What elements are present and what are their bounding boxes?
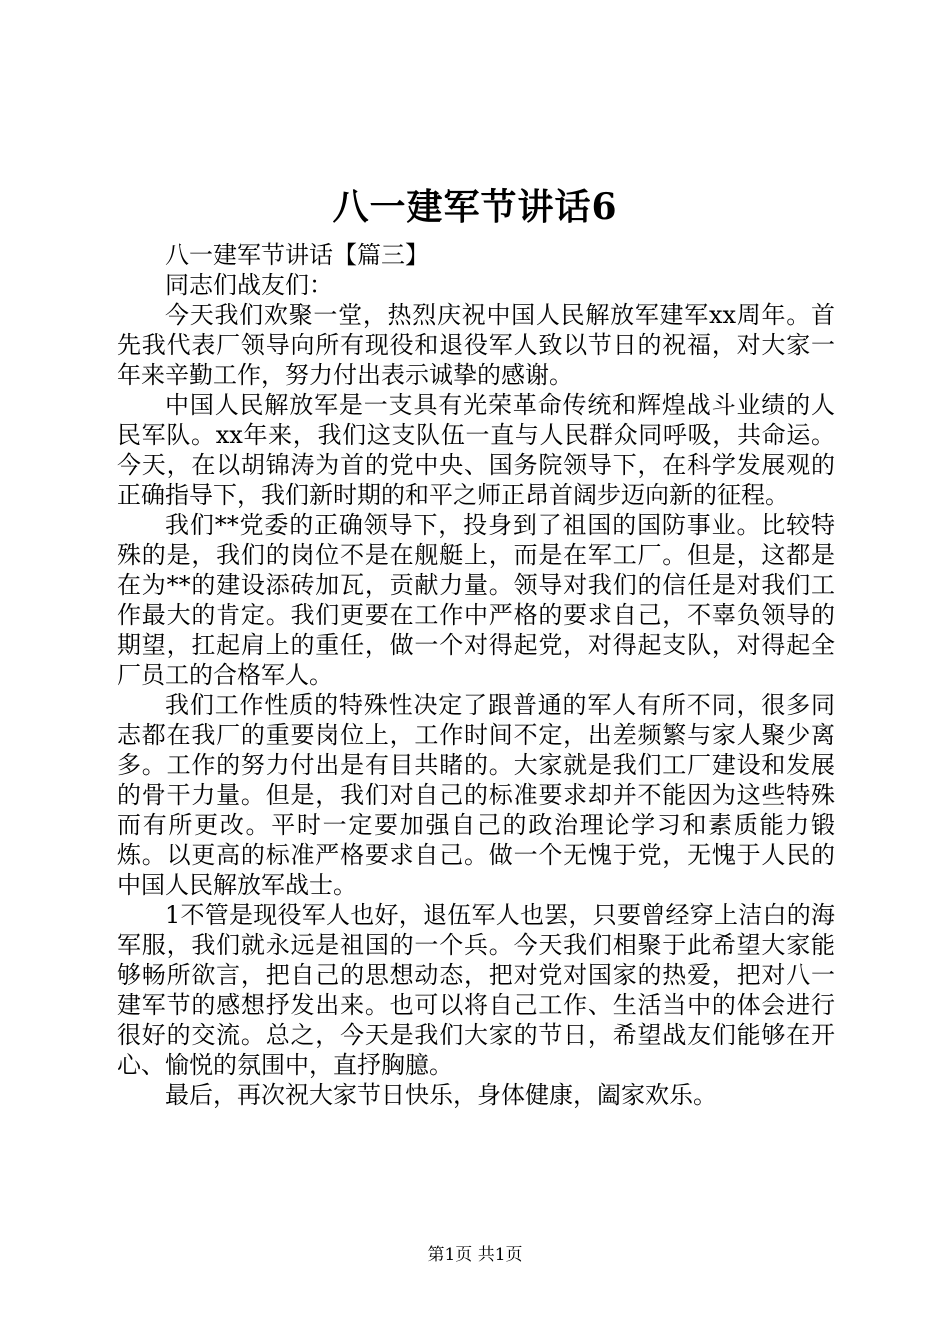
paragraph-salutation: 同志们战友们： <box>165 271 333 299</box>
paragraph-closing: 最后，再次祝大家节日快乐，身体健康，阖家欢乐。 <box>165 1081 717 1109</box>
paragraph: 我们工作性质的特殊性决定了跟普通的军人有所不同，很多同志都在我厂的重要岗位上，工作时间不定，出差频繁与家人聚少离多。工作的努力付出是有目共睹的。大家就是我们工厂建设和发展的骨干力量。但是，我们对自己的标准要求却并不能因为这些特殊而有所更改。平时一定要加强自己的政治理论学习和素质能力锻炼。以更高的标准严格要求自己。做一个无愧于党，无愧于人民的中国人民解放军战士。 <box>117 691 835 899</box>
document-title: 八一建军节讲话6 <box>332 186 618 228</box>
paragraph: 今天我们欢聚一堂，热烈庆祝中国人民解放军建军xx周年。首先我代表厂领导向所有现役和退役军人致以节日的祝福，对大家一年来辛勤工作，努力付出表示诚挚的感谢。 <box>117 301 835 389</box>
paragraph: 我们**党委的正确领导下，投身到了祖国的国防事业。比较特殊的是，我们的岗位不是在舰艇上，而是在军工厂。但是，这都是在为**的建设添砖加瓦，贡献力量。领导对我们的信任是对我们工作最大的肯定。我们更要在工作中严格的要求自己，不辜负领导的期望，扛起肩上的重任，做一个对得起党，对得起支队，对得起全厂员工的合格军人。 <box>117 511 835 689</box>
page-number-footer: 第1页 共1页 <box>427 1245 523 1265</box>
paragraph: 中国人民解放军是一支具有光荣革命传统和辉煌战斗业绩的人民军队。xx年来，我们这支队伍一直与人民群众同呼吸，共命运。今天，在以胡锦涛为首的党中央、国务院领导下，在科学发展观的正确指导下，我们新时期的和平之师正昂首阔步迈向新的征程。 <box>117 391 835 509</box>
paragraph-heading: 八一建军节讲话【篇三】 <box>165 241 429 269</box>
paragraph: 1不管是现役军人也好，退伍军人也罢，只要曾经穿上洁白的海军服，我们就永远是祖国的一个兵。今天我们相聚于此希望大家能够畅所欲言，把自己的思想动态，把对党对国家的热爱，把对八一建军节的感想抒发出来。也可以将自己工作、生活当中的体会进行很好的交流。总之，今天是我们大家的节日，希望战友们能够在开心、愉悦的氛围中，直抒胸臆。 <box>117 901 835 1079</box>
document-body <box>117 240 835 1110</box>
